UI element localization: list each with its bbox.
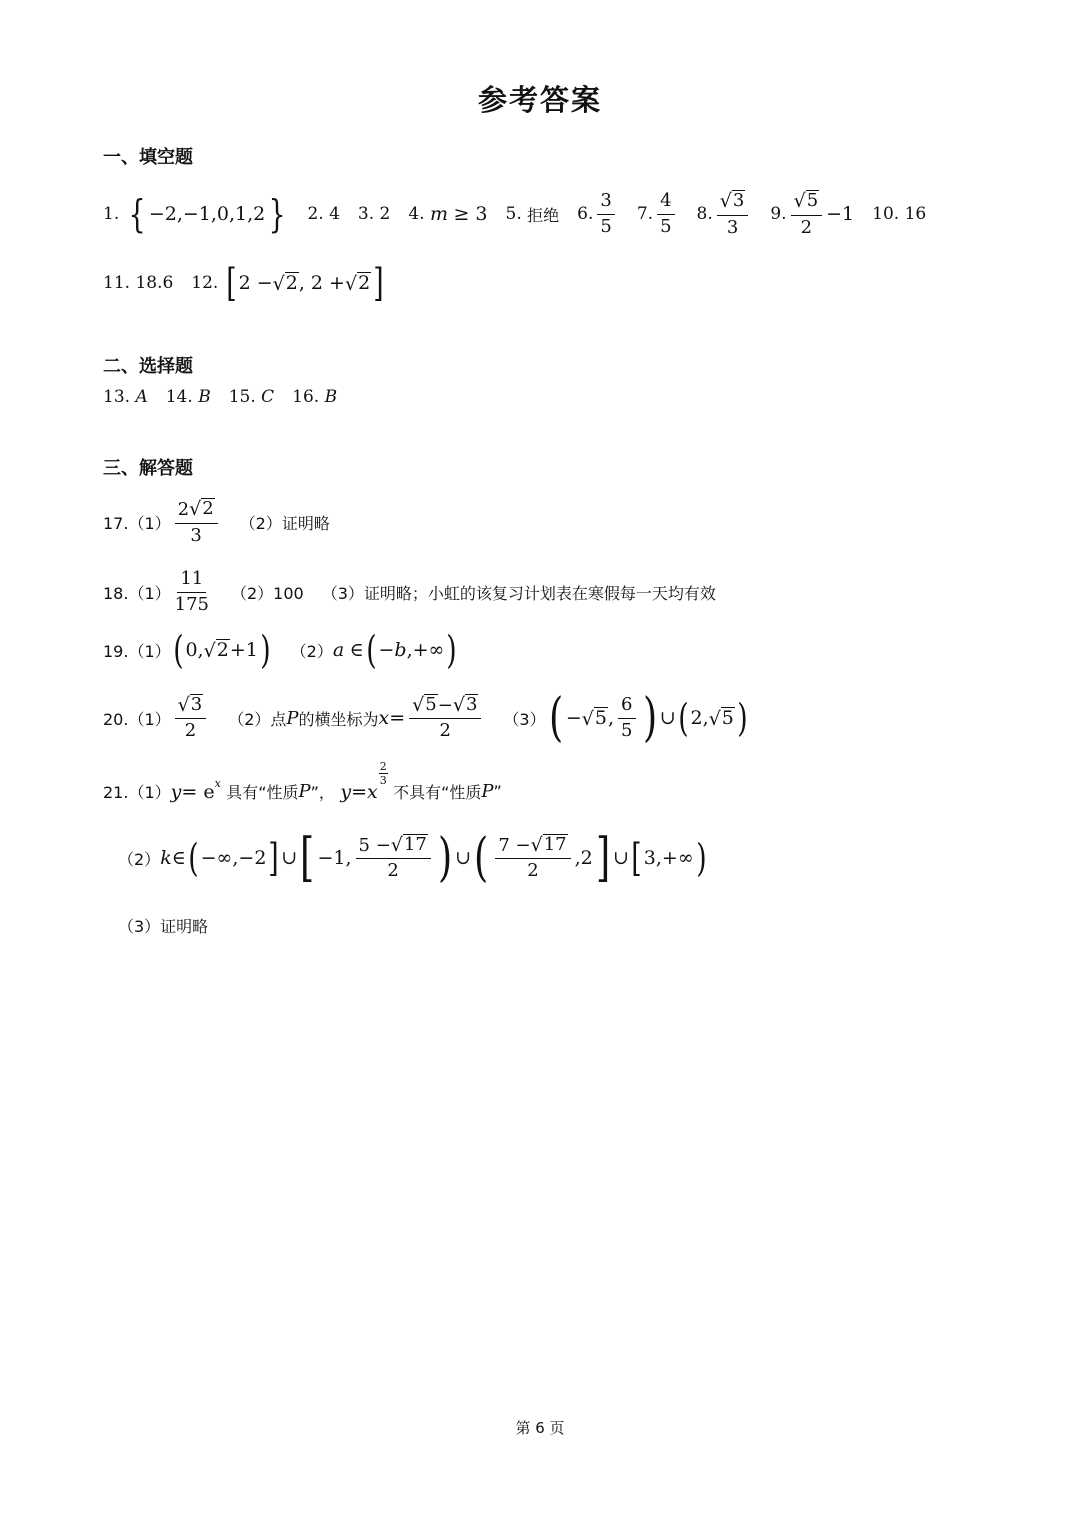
minus-sign: − bbox=[565, 707, 582, 729]
union-symbol: ∪ bbox=[281, 847, 298, 869]
denominator: 2 bbox=[387, 860, 399, 882]
answer-7-fraction bbox=[657, 191, 674, 237]
answer-12-part-c: , 2 + bbox=[298, 272, 345, 294]
answer-21-text-not: 不具有“性质 bbox=[393, 783, 482, 802]
exp-base: = e bbox=[181, 780, 215, 803]
radicand: 3 bbox=[190, 693, 203, 715]
answer-19-part-2-label: （2） bbox=[290, 641, 333, 661]
denominator: 5 bbox=[600, 215, 612, 237]
sqrt-icon: √ bbox=[719, 189, 732, 212]
sqrt-icon: √ bbox=[390, 833, 403, 856]
denominator: 5 bbox=[660, 215, 672, 237]
numerator: 4 bbox=[657, 191, 674, 215]
denominator: 5 bbox=[621, 719, 633, 741]
answer-21-text-has: 具有“性质 bbox=[226, 783, 299, 802]
answer-20-label: 20.（1） bbox=[103, 709, 171, 729]
answer-13-value: A bbox=[135, 387, 148, 407]
radicand: 3 bbox=[732, 190, 745, 211]
right-paren: ) bbox=[642, 688, 657, 748]
page-title: 参考答案 bbox=[477, 83, 602, 117]
denominator: 2 bbox=[527, 860, 539, 882]
numerator: 6 bbox=[618, 695, 635, 719]
answer-10: 10. 16 bbox=[872, 204, 927, 225]
answer-8-label: 8. bbox=[696, 204, 713, 225]
variable-a: a bbox=[332, 639, 345, 661]
radicand: 2 bbox=[216, 639, 229, 662]
union-symbol: ∪ bbox=[455, 847, 472, 869]
answer-19 bbox=[103, 628, 459, 672]
radicand: 17 bbox=[403, 833, 427, 855]
answer-20-text: 的横坐标为 bbox=[298, 709, 379, 729]
exponent-x: x bbox=[214, 777, 221, 790]
numerator bbox=[409, 694, 481, 720]
page-number: 第 6 页 bbox=[515, 1419, 565, 1437]
right-paren: ) bbox=[260, 628, 271, 672]
variable-k: k bbox=[160, 847, 172, 869]
variable-x: x bbox=[367, 780, 378, 803]
numerator-part: 7 − bbox=[498, 834, 531, 856]
close-quote: ” bbox=[493, 782, 502, 801]
right-bracket: ] bbox=[595, 828, 610, 888]
answer-4-var: m bbox=[430, 203, 449, 226]
left-paren: ( bbox=[188, 836, 199, 880]
variable-y: y bbox=[340, 780, 352, 803]
interval-upper: ,+∞ bbox=[406, 639, 445, 661]
left-paren: ( bbox=[548, 688, 563, 748]
fill-answers-row-1 bbox=[103, 190, 926, 238]
sqrt-icon: √ bbox=[203, 639, 216, 662]
answer-21-label: 21.（1） bbox=[103, 783, 171, 802]
section-fill-heading: 一、填空题 bbox=[103, 147, 193, 168]
interval-1: −∞,−2 bbox=[200, 847, 267, 869]
numerator bbox=[175, 694, 207, 720]
answer-20-fraction-2 bbox=[409, 694, 481, 742]
point-p: P bbox=[286, 707, 299, 729]
denominator: 3 bbox=[726, 216, 739, 238]
answer-20 bbox=[103, 688, 750, 748]
radicand: 5 bbox=[721, 707, 734, 730]
sqrt-icon: √ bbox=[272, 272, 285, 295]
answer-21-part-1 bbox=[103, 760, 502, 805]
answer-16-value: B bbox=[324, 387, 338, 407]
answer-17-part-2: （2）证明略 bbox=[239, 513, 330, 533]
interval-start: 0, bbox=[185, 639, 204, 661]
answer-7-label: 7. bbox=[636, 204, 654, 225]
answer-21-part-2 bbox=[118, 828, 708, 888]
answer-19-label: 19.（1） bbox=[103, 641, 171, 661]
fill-answers-row-2 bbox=[103, 261, 386, 305]
denominator: 2 bbox=[184, 720, 197, 742]
interval-2-start: −1, bbox=[317, 847, 352, 869]
numerator bbox=[175, 498, 218, 524]
answer-9-fraction bbox=[791, 190, 823, 238]
interval-end: +1 bbox=[229, 639, 258, 661]
numerator bbox=[791, 190, 823, 216]
sqrt-icon: √ bbox=[344, 272, 358, 295]
numerator bbox=[356, 834, 431, 860]
radicand: 5 bbox=[425, 693, 437, 715]
answer-21-part-3-text: （3）证明略 bbox=[118, 917, 209, 936]
interval-lower: −b bbox=[378, 639, 407, 661]
numerator bbox=[717, 190, 749, 216]
radicand: 3 bbox=[465, 693, 478, 715]
answer-1-set: −2,−1,0,1,2 bbox=[148, 203, 266, 226]
sqrt-icon: √ bbox=[412, 693, 425, 716]
answer-18-label: 18.（1） bbox=[103, 583, 171, 603]
left-paren: ( bbox=[677, 696, 689, 740]
radicand: 5 bbox=[806, 190, 819, 211]
answer-12-label: 12. bbox=[191, 273, 219, 293]
close-quote: ”， bbox=[310, 783, 335, 802]
interval-3-end: ,2 bbox=[574, 847, 593, 869]
answer-13-label: 13. bbox=[103, 387, 131, 407]
answer-5-text: 拒绝 bbox=[527, 205, 560, 225]
numerator: 11 bbox=[177, 569, 206, 593]
answer-14-value: B bbox=[198, 387, 211, 407]
sqrt-icon: √ bbox=[452, 693, 465, 716]
numerator: 2 bbox=[379, 760, 387, 773]
union-symbol: ∪ bbox=[613, 847, 629, 869]
equals-sign: = bbox=[389, 707, 406, 729]
interval-start: 2, bbox=[690, 707, 709, 729]
radicand: 17 bbox=[543, 833, 567, 855]
right-paren: ) bbox=[437, 828, 453, 888]
minus-sign: − bbox=[437, 694, 453, 716]
left-paren: ( bbox=[365, 628, 377, 672]
variable-x: x bbox=[378, 707, 390, 729]
answer-20-part-2-label: （2）点 bbox=[228, 709, 287, 729]
answer-5-label: 5. bbox=[505, 204, 522, 225]
answer-16-label: 16. bbox=[292, 387, 320, 407]
denominator: 175 bbox=[174, 593, 209, 615]
answer-17 bbox=[103, 498, 330, 546]
answer-6-fraction bbox=[597, 191, 614, 237]
sqrt-icon: √ bbox=[530, 833, 543, 856]
answer-20-part-3-label: （3） bbox=[503, 709, 546, 729]
answer-3: 3. 2 bbox=[357, 204, 391, 225]
answer-18-part-3: （3）证明略；小虹的该复习计划表在寒假每一天均有效 bbox=[321, 583, 716, 603]
numerator bbox=[495, 834, 570, 860]
denominator: 3 bbox=[379, 774, 387, 787]
coefficient: 2 bbox=[177, 498, 190, 520]
answer-6-label: 6. bbox=[577, 204, 594, 225]
answer-18-part-2: （2）100 bbox=[231, 583, 304, 603]
right-bracket: ] bbox=[373, 261, 384, 305]
sqrt-icon: √ bbox=[708, 707, 721, 730]
section-solve-heading: 三、解答题 bbox=[103, 458, 193, 479]
interval-4: 3,+∞ bbox=[643, 847, 694, 869]
answer-17-fraction bbox=[175, 498, 218, 546]
union-symbol: ∪ bbox=[659, 707, 676, 729]
answer-20-fraction-1 bbox=[175, 694, 207, 742]
sqrt-icon: √ bbox=[581, 707, 594, 730]
section-choice-heading: 二、选择题 bbox=[103, 356, 193, 377]
answer-12-part-a: 2 − bbox=[238, 272, 273, 294]
answer-9-rest: −1 bbox=[826, 203, 855, 226]
right-paren: ) bbox=[695, 836, 707, 880]
denominator: 2 bbox=[800, 216, 813, 238]
exponent-fraction bbox=[379, 760, 388, 787]
answer-18-fraction bbox=[175, 569, 209, 615]
answer-15-value: C bbox=[261, 387, 275, 407]
answer-2: 2. 4 bbox=[307, 204, 340, 225]
equals-sign: = bbox=[351, 780, 367, 803]
answer-4-value: ≥ 3 bbox=[453, 203, 488, 226]
answer-18 bbox=[103, 569, 716, 615]
right-brace: } bbox=[268, 192, 286, 237]
right-bracket: ] bbox=[268, 836, 280, 880]
answer-17-label: 17.（1） bbox=[103, 513, 171, 533]
answer-4-label: 4. bbox=[408, 204, 425, 225]
answer-14-label: 14. bbox=[165, 387, 193, 407]
interval-3-fraction bbox=[495, 834, 570, 882]
answer-21-part-3 bbox=[118, 914, 208, 937]
right-paren: ) bbox=[737, 696, 748, 740]
answer-11: 11. 18.6 bbox=[103, 273, 174, 293]
comma: , bbox=[608, 707, 615, 729]
element-of-symbol: ∈ bbox=[171, 847, 186, 869]
sqrt-icon: √ bbox=[177, 693, 190, 716]
answer-15-label: 15. bbox=[228, 387, 256, 407]
left-brace: { bbox=[128, 192, 146, 237]
numerator: 3 bbox=[597, 191, 614, 215]
radicand: 2 bbox=[202, 498, 214, 519]
left-bracket: [ bbox=[225, 261, 237, 305]
sqrt-icon: √ bbox=[189, 497, 202, 520]
property-p: P bbox=[298, 781, 311, 802]
right-paren: ) bbox=[446, 628, 457, 672]
answer-21-part-2-label: （2） bbox=[118, 849, 161, 869]
left-paren: ( bbox=[172, 628, 184, 672]
denominator: 3 bbox=[190, 524, 202, 546]
answer-8-fraction bbox=[717, 190, 749, 238]
left-bracket: [ bbox=[300, 828, 315, 888]
variable-y: y bbox=[170, 780, 182, 803]
numerator-part: 5 − bbox=[358, 834, 391, 856]
radicand: 2 bbox=[285, 272, 298, 295]
radicand: 2 bbox=[358, 272, 371, 295]
answer-1-label: 1. bbox=[103, 204, 120, 225]
left-paren: ( bbox=[474, 828, 489, 888]
interval-2-fraction bbox=[356, 834, 431, 882]
answer-9-label: 9. bbox=[770, 204, 787, 225]
choice-answers-row bbox=[103, 387, 337, 407]
sqrt-icon: √ bbox=[793, 189, 806, 212]
property-p: P bbox=[481, 781, 494, 802]
left-bracket: [ bbox=[631, 836, 642, 880]
answer-20-fraction-3 bbox=[618, 695, 635, 741]
element-of-symbol: ∈ bbox=[349, 639, 364, 661]
denominator: 2 bbox=[439, 720, 451, 742]
radicand: 5 bbox=[594, 707, 607, 730]
